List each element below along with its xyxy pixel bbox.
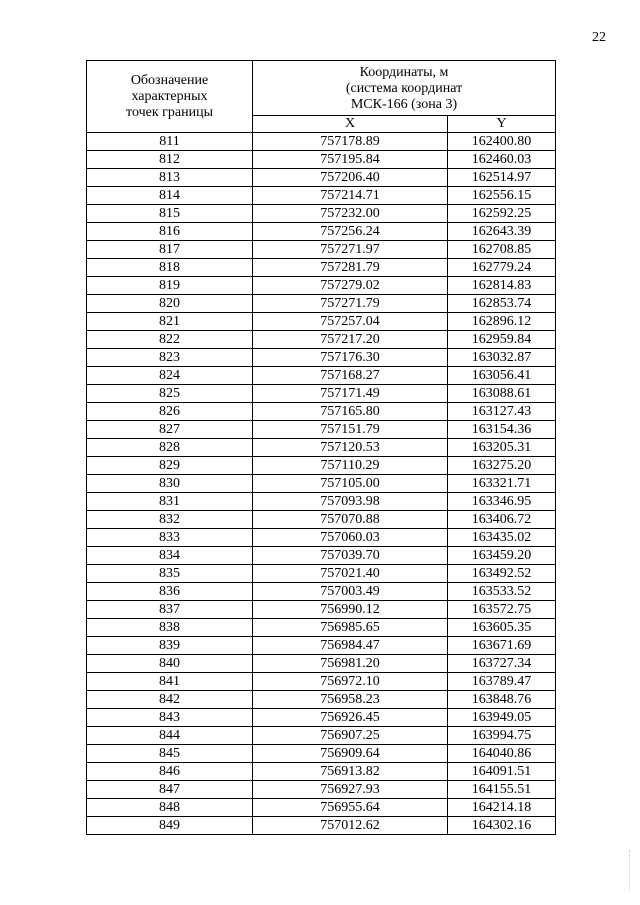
x-coordinate-cell: 757012.62: [253, 817, 448, 835]
y-coordinate-cell: 163671.69: [448, 637, 556, 655]
point-cell: 825: [87, 385, 253, 403]
x-coordinate-cell: 756985.65: [253, 619, 448, 637]
point-cell: 814: [87, 187, 253, 205]
table-row: [87, 169, 556, 187]
y-coordinate-cell: 164155.51: [448, 781, 556, 799]
x-coordinate-cell: 756990.12: [253, 601, 448, 619]
y-coordinate-cell: 163205.31: [448, 439, 556, 457]
point-cell: 824: [87, 367, 253, 385]
x-coordinate-cell: 757178.89: [253, 133, 448, 151]
x-coordinate-cell: 757279.02: [253, 277, 448, 295]
points-header-line: точек границы: [126, 104, 213, 120]
coords-header-line: Координаты, м: [359, 65, 449, 80]
table-row: [87, 637, 556, 655]
y-coordinate-cell: 163727.34: [448, 655, 556, 673]
table-row: [87, 331, 556, 349]
y-coordinate-cell: 162853.74: [448, 295, 556, 313]
x-coordinate-cell: 757105.00: [253, 475, 448, 493]
table-row: [87, 295, 556, 313]
y-coordinate-cell: 163459.20: [448, 547, 556, 565]
x-coordinate-cell: 756909.64: [253, 745, 448, 763]
table-row: [87, 259, 556, 277]
y-coordinate-cell: 164302.16: [448, 817, 556, 835]
table-row: [87, 709, 556, 727]
point-cell: 839: [87, 637, 253, 655]
table-row: [87, 421, 556, 439]
point-cell: 818: [87, 259, 253, 277]
point-cell: 847: [87, 781, 253, 799]
y-coordinate-cell: 163533.52: [448, 583, 556, 601]
point-cell: 819: [87, 277, 253, 295]
x-coordinate-cell: 756913.82: [253, 763, 448, 781]
point-cell: 842: [87, 691, 253, 709]
table-row: [87, 367, 556, 385]
y-coordinate-cell: 163406.72: [448, 511, 556, 529]
table-row: [87, 133, 556, 151]
x-coordinate-cell: 757217.20: [253, 331, 448, 349]
margin-mark: [629, 850, 632, 890]
coords-header-line: МСК-166 (зона 3): [350, 97, 458, 112]
points-column-header: [87, 61, 253, 133]
point-cell: 844: [87, 727, 253, 745]
table-row: [87, 475, 556, 493]
point-cell: 848: [87, 799, 253, 817]
x-coordinate-cell: 756958.23: [253, 691, 448, 709]
x-coordinate-cell: 756972.10: [253, 673, 448, 691]
x-coordinate-cell: 757021.40: [253, 565, 448, 583]
table-row: [87, 241, 556, 259]
points-header-line: Обозначение: [130, 72, 209, 88]
point-cell: 838: [87, 619, 253, 637]
point-cell: 830: [87, 475, 253, 493]
x-coordinate-cell: 757232.00: [253, 205, 448, 223]
table-row: [87, 673, 556, 691]
y-coordinate-cell: 163275.20: [448, 457, 556, 475]
x-coordinate-cell: 757271.97: [253, 241, 448, 259]
point-cell: 823: [87, 349, 253, 367]
table-row: [87, 817, 556, 835]
x-coordinate-cell: 757176.30: [253, 349, 448, 367]
y-coordinate-cell: 164091.51: [448, 763, 556, 781]
y-coordinate-cell: 163032.87: [448, 349, 556, 367]
table-row: [87, 493, 556, 511]
x-coordinate-cell: 757060.03: [253, 529, 448, 547]
table-row: [87, 511, 556, 529]
y-coordinate-cell: 162779.24: [448, 259, 556, 277]
y-coordinate-cell: 164040.86: [448, 745, 556, 763]
y-coordinate-cell: 162400.80: [448, 133, 556, 151]
point-cell: 816: [87, 223, 253, 241]
table-row: [87, 277, 556, 295]
x-coordinate-cell: 757070.88: [253, 511, 448, 529]
point-cell: 813: [87, 169, 253, 187]
point-cell: 826: [87, 403, 253, 421]
point-cell: 829: [87, 457, 253, 475]
point-cell: 837: [87, 601, 253, 619]
table-row: [87, 529, 556, 547]
coords-header-line: (система координат: [345, 81, 463, 96]
x-coordinate-cell: 757110.29: [253, 457, 448, 475]
y-coordinate-cell: 163088.61: [448, 385, 556, 403]
table-row: [87, 403, 556, 421]
y-coordinate-cell: 162708.85: [448, 241, 556, 259]
y-coordinate-cell: 164214.18: [448, 799, 556, 817]
y-coordinate-cell: 163321.71: [448, 475, 556, 493]
table-row: [87, 205, 556, 223]
x-coordinate-cell: 756981.20: [253, 655, 448, 673]
point-cell: 815: [87, 205, 253, 223]
table-row: [87, 601, 556, 619]
x-coordinate-cell: 757151.79: [253, 421, 448, 439]
point-cell: 835: [87, 565, 253, 583]
y-coordinate-cell: 163435.02: [448, 529, 556, 547]
table-row: [87, 763, 556, 781]
y-column-header: Y: [448, 116, 556, 133]
x-coordinate-cell: 757271.79: [253, 295, 448, 313]
coordinates-table: [86, 60, 556, 835]
y-coordinate-cell: 163154.36: [448, 421, 556, 439]
table-header: [87, 61, 556, 133]
point-cell: 817: [87, 241, 253, 259]
table-row: [87, 151, 556, 169]
point-cell: 827: [87, 421, 253, 439]
x-coordinate-cell: 757168.27: [253, 367, 448, 385]
x-coordinate-cell: 756926.45: [253, 709, 448, 727]
point-cell: 840: [87, 655, 253, 673]
x-coordinate-cell: 757195.84: [253, 151, 448, 169]
table-row: [87, 313, 556, 331]
table-row: [87, 187, 556, 205]
x-coordinate-cell: 756955.64: [253, 799, 448, 817]
point-cell: 849: [87, 817, 253, 835]
table-row: [87, 223, 556, 241]
x-column-header: X: [253, 116, 448, 133]
y-coordinate-cell: 163605.35: [448, 619, 556, 637]
y-coordinate-cell: 162556.15: [448, 187, 556, 205]
y-coordinate-cell: 163056.41: [448, 367, 556, 385]
x-coordinate-cell: 757256.24: [253, 223, 448, 241]
point-cell: 836: [87, 583, 253, 601]
table-row: [87, 799, 556, 817]
point-cell: 821: [87, 313, 253, 331]
point-cell: 843: [87, 709, 253, 727]
x-coordinate-cell: 757093.98: [253, 493, 448, 511]
table-body: [87, 133, 556, 835]
x-coordinate-cell: 757171.49: [253, 385, 448, 403]
y-coordinate-cell: 163848.76: [448, 691, 556, 709]
y-coordinate-cell: 163492.52: [448, 565, 556, 583]
points-header-line: характерных: [131, 88, 208, 104]
point-cell: 845: [87, 745, 253, 763]
x-coordinate-cell: 757003.49: [253, 583, 448, 601]
x-coordinate-cell: 756984.47: [253, 637, 448, 655]
table-row: [87, 547, 556, 565]
point-cell: 834: [87, 547, 253, 565]
x-coordinate-cell: 757120.53: [253, 439, 448, 457]
y-coordinate-cell: 163789.47: [448, 673, 556, 691]
y-coordinate-cell: 163572.75: [448, 601, 556, 619]
page-number: 22: [592, 30, 606, 45]
y-coordinate-cell: 163346.95: [448, 493, 556, 511]
table-row: [87, 565, 556, 583]
x-coordinate-cell: 757214.71: [253, 187, 448, 205]
x-coordinate-cell: 756927.93: [253, 781, 448, 799]
point-cell: 828: [87, 439, 253, 457]
table-row: [87, 439, 556, 457]
y-coordinate-cell: 162514.97: [448, 169, 556, 187]
point-cell: 820: [87, 295, 253, 313]
y-coordinate-cell: 162959.84: [448, 331, 556, 349]
x-coordinate-cell: 757257.04: [253, 313, 448, 331]
point-cell: 833: [87, 529, 253, 547]
point-cell: 832: [87, 511, 253, 529]
y-coordinate-cell: 163949.05: [448, 709, 556, 727]
x-coordinate-cell: 757206.40: [253, 169, 448, 187]
y-coordinate-cell: 162643.39: [448, 223, 556, 241]
table-row: [87, 349, 556, 367]
table-row: [87, 655, 556, 673]
table-row: [87, 583, 556, 601]
y-coordinate-cell: 163127.43: [448, 403, 556, 421]
point-cell: 841: [87, 673, 253, 691]
y-coordinate-cell: 162814.83: [448, 277, 556, 295]
x-coordinate-cell: 757039.70: [253, 547, 448, 565]
y-coordinate-cell: 162460.03: [448, 151, 556, 169]
table-row: [87, 619, 556, 637]
point-cell: 846: [87, 763, 253, 781]
point-cell: 812: [87, 151, 253, 169]
table-row: [87, 781, 556, 799]
x-coordinate-cell: 756907.25: [253, 727, 448, 745]
y-coordinate-cell: 162896.12: [448, 313, 556, 331]
coordinates-column-header: [253, 61, 556, 116]
table-row: [87, 457, 556, 475]
table-row: [87, 727, 556, 745]
table-row: [87, 691, 556, 709]
x-coordinate-cell: 757165.80: [253, 403, 448, 421]
y-coordinate-cell: 162592.25: [448, 205, 556, 223]
point-cell: 811: [87, 133, 253, 151]
x-coordinate-cell: 757281.79: [253, 259, 448, 277]
point-cell: 831: [87, 493, 253, 511]
point-cell: 822: [87, 331, 253, 349]
table-row: [87, 745, 556, 763]
y-coordinate-cell: 163994.75: [448, 727, 556, 745]
table-row: [87, 385, 556, 403]
